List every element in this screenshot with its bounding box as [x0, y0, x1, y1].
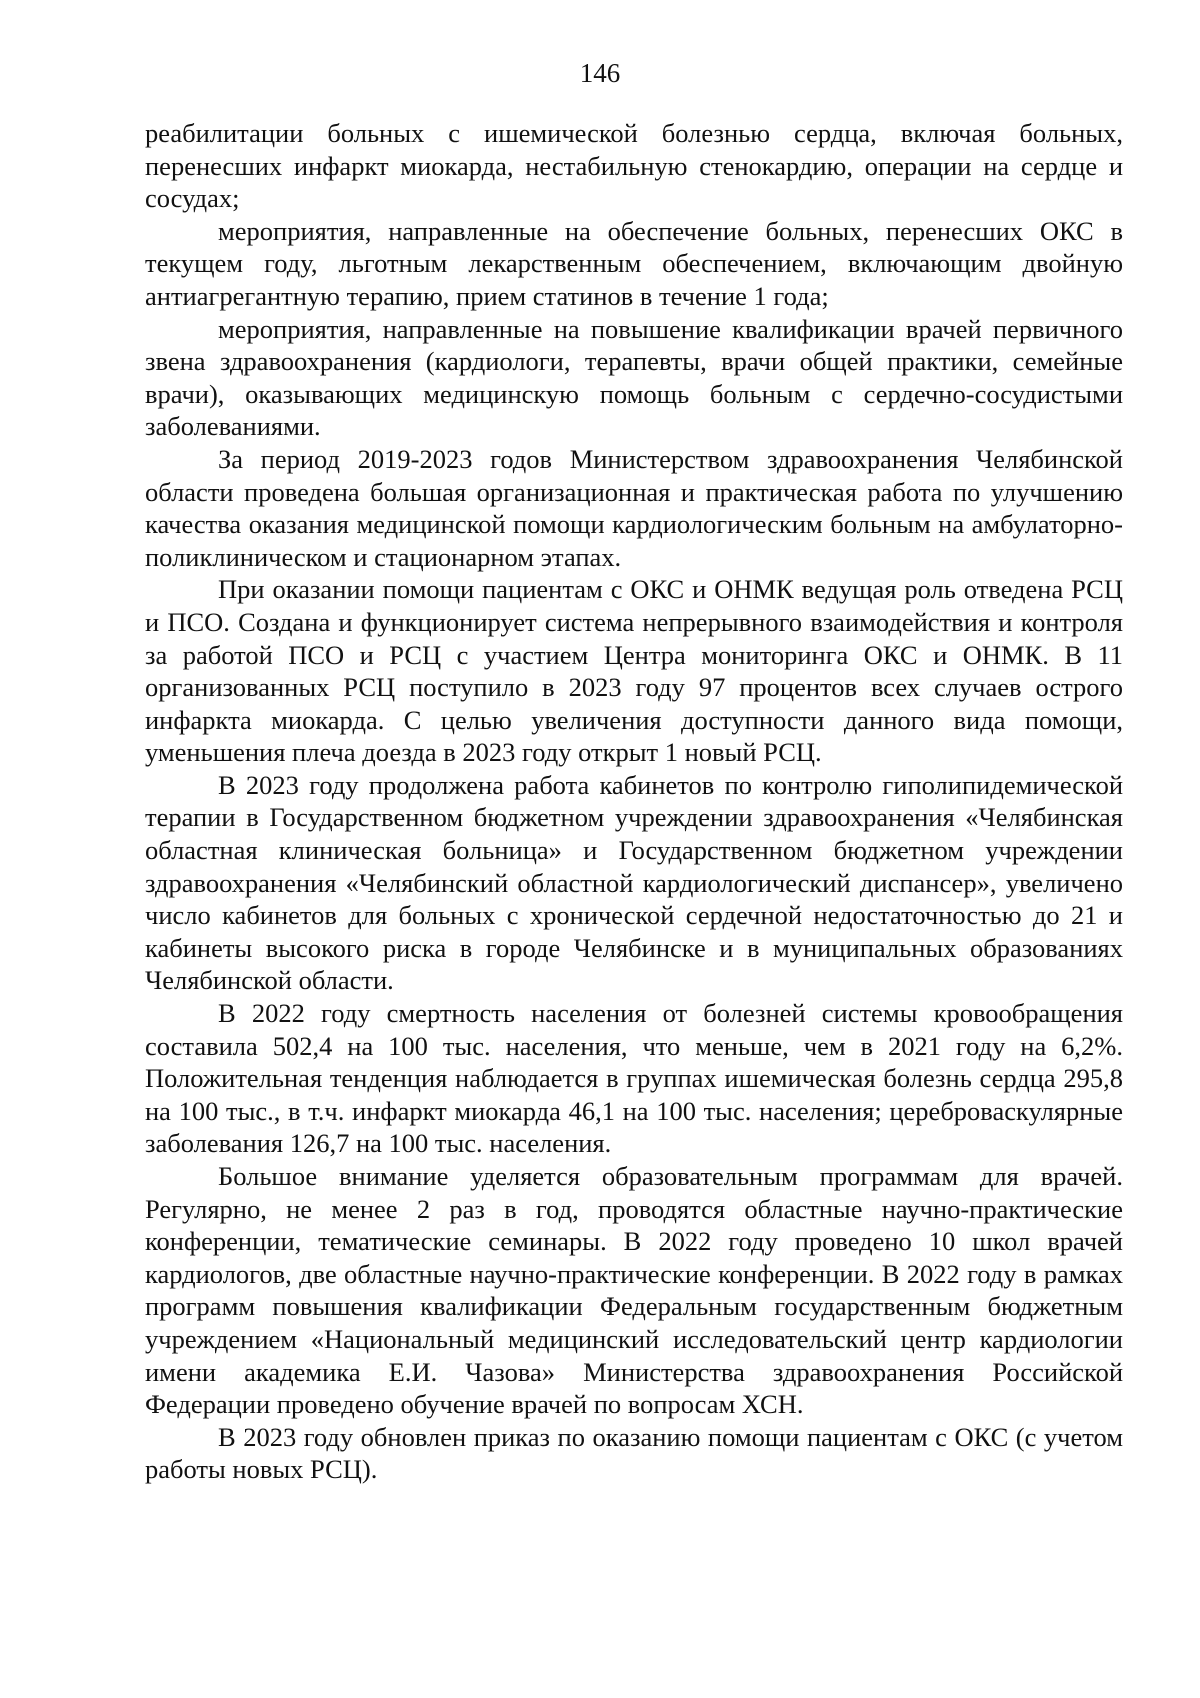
paragraph: В 2022 году смертность населения от болезней системы кровообращения составила 502,4 на 100 тыс. населения, что меньше, чем в 2021 году на 6,2%. Положительная тенденция наблюдается в группах ишемическая болезнь сердца 295,8 на 100 тыс., в т.ч. инфаркт миокарда 46,1 на 100 тыс. населения; цереброваскулярные заболевания 126,7 на 100 тыс. населения. [145, 998, 1123, 1159]
paragraph: В 2023 году обновлен приказ по оказанию помощи пациентам с ОКС (с учетом работы новых РСЦ). [145, 1421, 1123, 1485]
paragraph: мероприятия, направленные на обеспечение больных, перенесших ОКС в текущем году, льготным лекарственным обеспечением, включающим двойную антиагрегантную терапию, прием статинов в течение 1 года; [145, 215, 1123, 311]
paragraph: За период 2019-2023 годов Министерством здравоохранения Челябинской области проведена большая организационная и практическая работа по улучшению качества оказания медицинской помощи кардиологическим больным на амбулаторно-поликлиническом и стационарном этапах. [145, 443, 1123, 572]
paragraph: При оказании помощи пациентам с ОКС и ОНМК ведущая роль отведена РСЦ и ПСО. Создана и функционирует система непрерывного взаимодействия и контроля за работой ПСО и РСЦ с участием Центра мониторинга ОКС и ОНМК. В 11 организованных РСЦ поступило в 2023 году 97 процентов всех случаев острого инфаркта миокарда. С целью увеличения доступности данного вида помощи, уменьшения плеча доезда в 2023 году открыт 1 новый РСЦ. [145, 574, 1123, 768]
page-number: 146 [579, 58, 621, 88]
paragraph: мероприятия, направленные на повышение квалификации врачей первичного звена здравоохранения (кардиологи, терапевты, врачи общей практики, семейные врачи), оказывающих медицинскую помощь больным с сердечно-сосудистыми заболеваниями. [145, 313, 1123, 442]
paragraph: Большое внимание уделяется образовательным программам для врачей. Регулярно, не менее 2 раз в год, проводятся областные научно-практические конференции, тематические семинары. В 2022 году проведено 10 школ врачей кардиологов, две областные научно-практические конференции. В 2022 году в рамках программ повышения квалификации Федеральным государственным бюджетным учреждением «Национальный медицинский исследовательский центр кардиологии имени академика Е.И. Чазова» Министерства здравоохранения Российской Федерации проведено обучение врачей по вопросам ХСН. [145, 1161, 1123, 1420]
paragraph: В 2023 году продолжена работа кабинетов по контролю гиполипидемической терапии в Государственном бюджетном учреждении здравоохранения «Челябинская областная клиническая больница» и Государственном бюджетном учреждении здравоохранения «Челябинский областной кардиологический диспансер», увеличено число кабинетов для больных с хронической сердечной недостаточностью до 21 и кабинеты высокого риска в городе Челябинске и в муниципальных образованиях Челябинской области. [145, 769, 1123, 996]
paragraph: реабилитации больных с ишемической болезнью сердца, включая больных, перенесших инфаркт миокарда, нестабильную стенокардию, операции на сердце и сосудах; [145, 118, 1123, 214]
document-body [145, 117, 1123, 1486]
